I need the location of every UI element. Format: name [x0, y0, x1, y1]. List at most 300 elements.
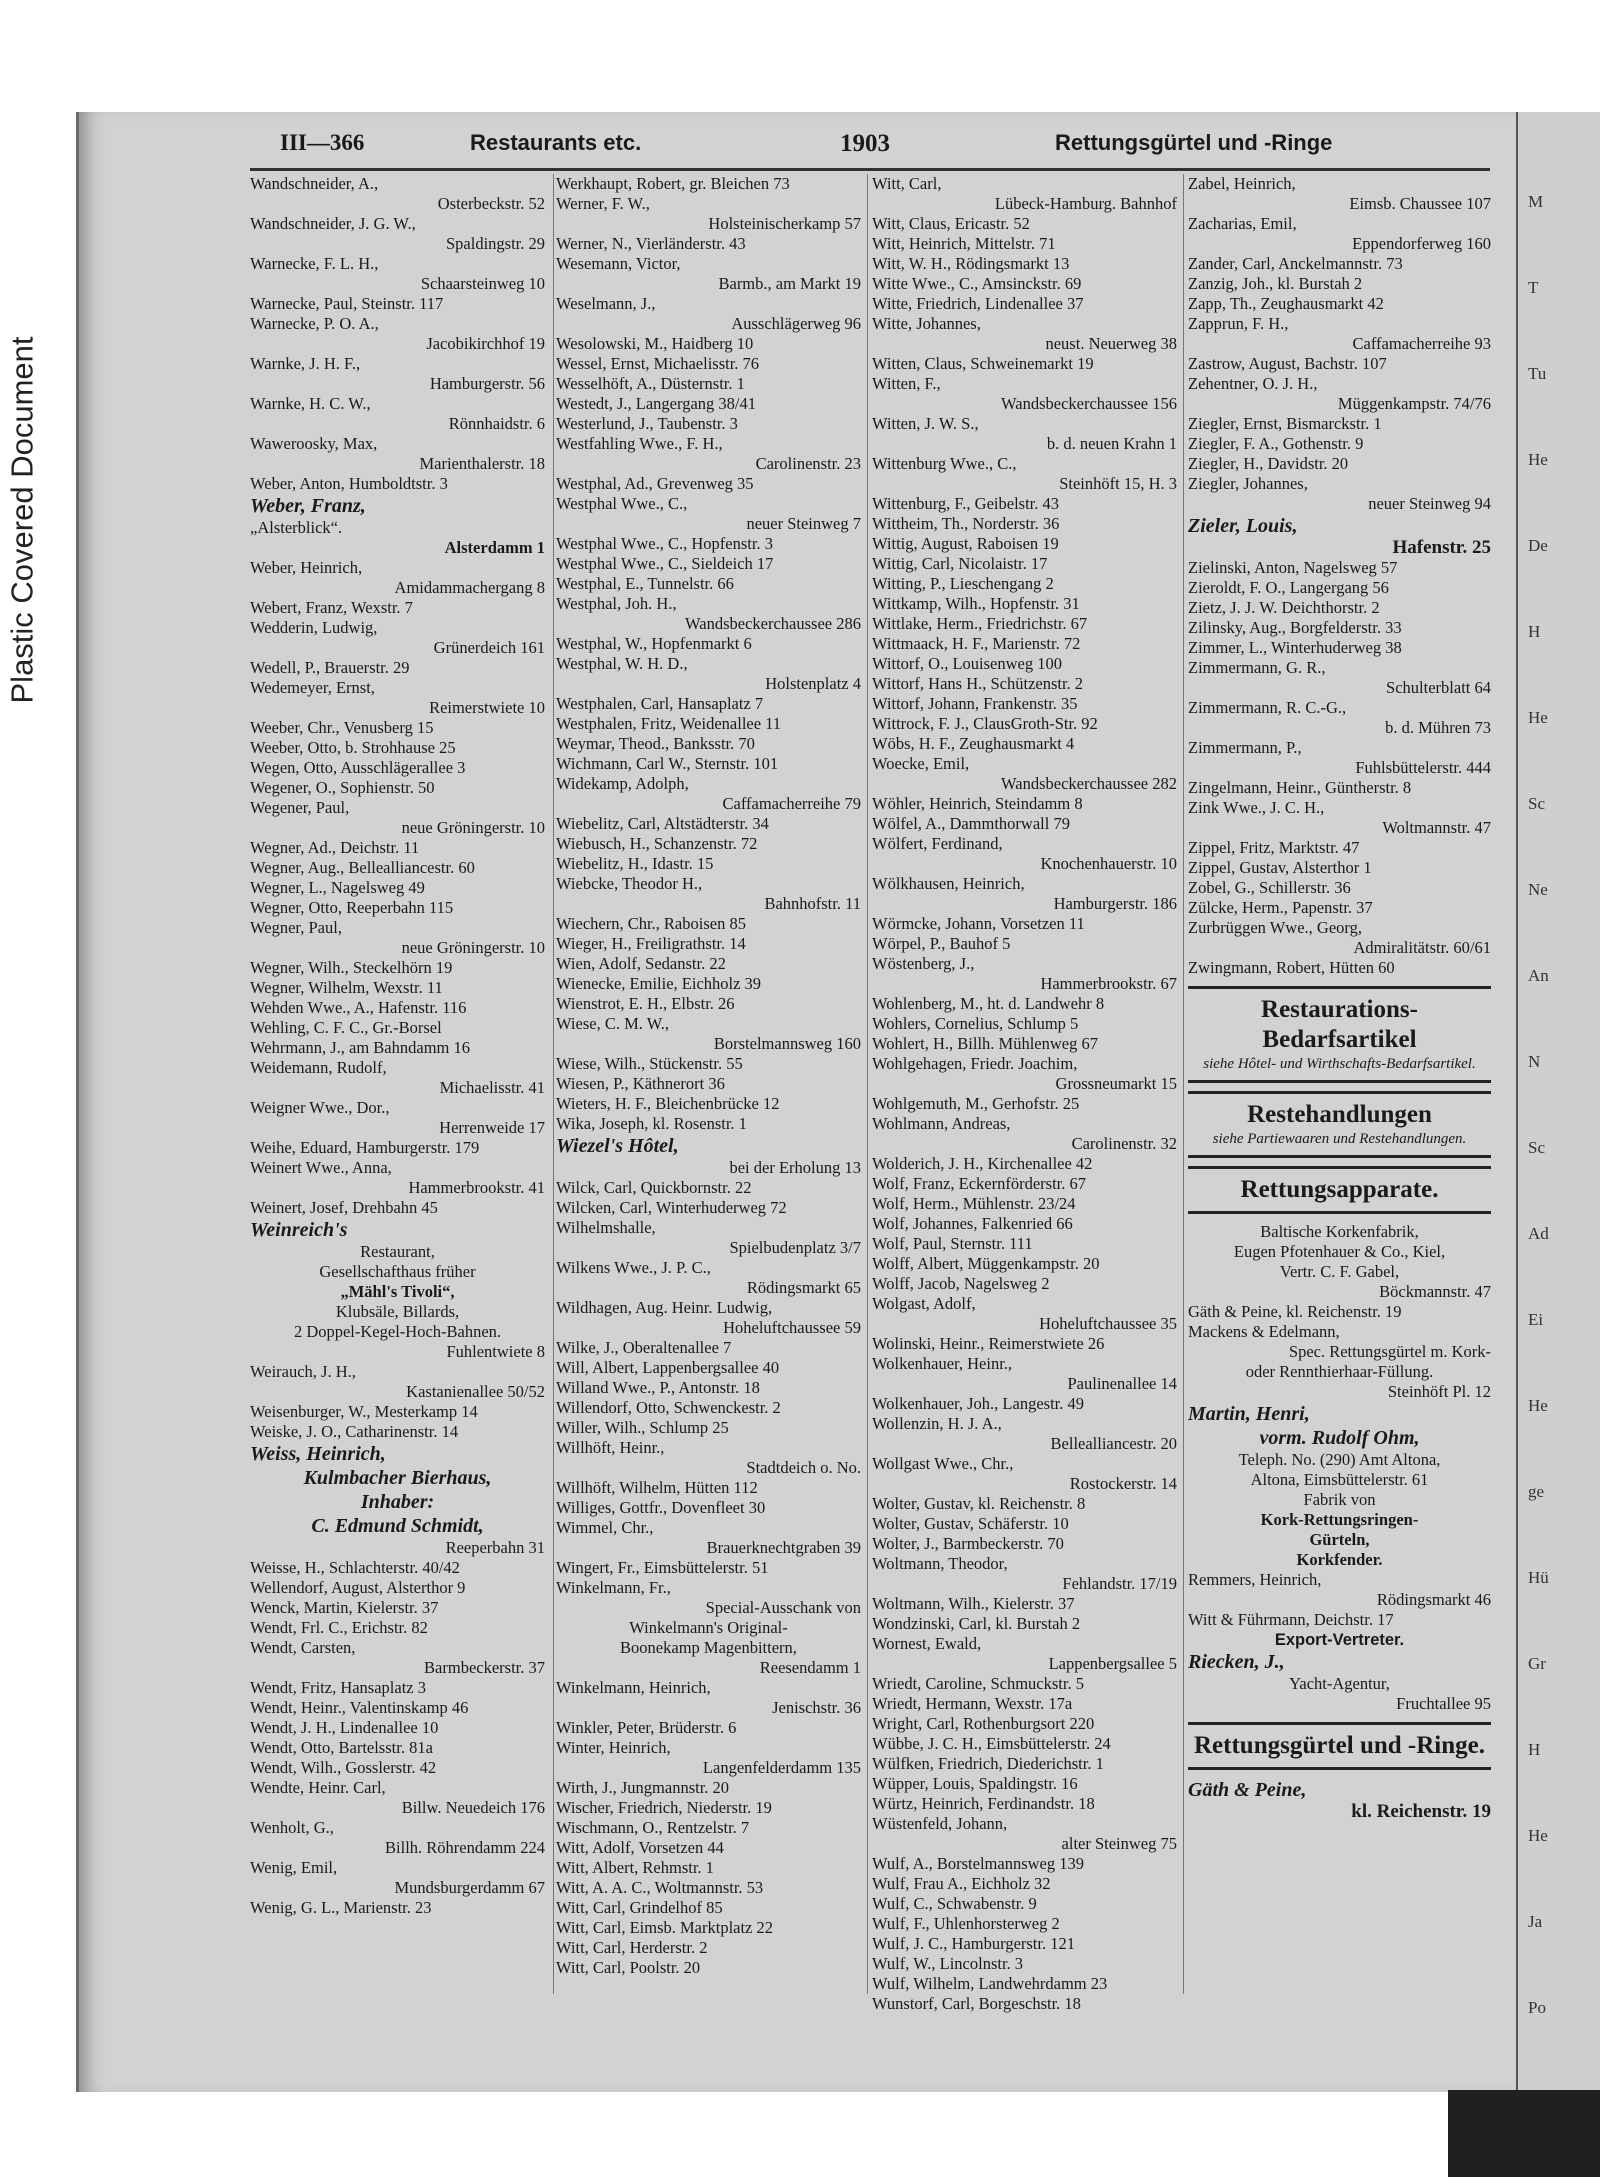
directory-entry — [556, 754, 861, 774]
directory-entry — [1188, 798, 1491, 838]
directory-entry — [250, 598, 545, 618]
entry-name: Weselmann, J., — [556, 294, 656, 313]
directory-entry — [556, 1158, 861, 1178]
entry-name: Wriedt, Hermann, Wexstr. 17a — [872, 1694, 1073, 1713]
right-page-fragment: N — [1528, 1052, 1541, 1071]
directory-entry — [1188, 918, 1491, 958]
entry-name: Westphal, E., Tunnelstr. 66 — [556, 574, 734, 593]
directory-entry — [556, 374, 861, 394]
entry-name: Wittlake, Herm., Friedrichstr. 67 — [872, 614, 1088, 633]
entry-address: Kastanienallee 50/52 — [406, 1382, 545, 1401]
directory-entry — [556, 654, 861, 694]
entry-name: bei der Erholung 13 — [729, 1158, 861, 1177]
entry-address: Wandsbeckerchaussee 286 — [685, 614, 861, 633]
entry-address: alter Steinweg 75 — [1061, 1834, 1177, 1853]
advertisement — [250, 1442, 545, 1558]
directory-entry — [556, 1398, 861, 1418]
entry-name: Wien, Adolf, Sedanstr. 22 — [556, 954, 726, 973]
entry-name: Wandschneider, A., — [250, 174, 379, 193]
entry-address: Bellealliancestr. 20 — [1050, 1434, 1177, 1453]
entry-name: Witten, F., — [872, 374, 941, 393]
entry-name: Westphal Wwe., C., Hopfenstr. 3 — [556, 534, 773, 553]
entry-name: Zobel, G., Schillerstr. 36 — [1188, 878, 1351, 897]
entry-name: Zimmermann, R. C.-G., — [1188, 698, 1347, 717]
directory-entry — [1188, 1802, 1491, 1822]
entry-name: Weinert, Josef, Drehbahn 45 — [250, 1198, 438, 1217]
entry-name: Westerlund, J., Taubenstr. 3 — [556, 414, 738, 433]
directory-entry — [872, 1334, 1177, 1354]
entry-address: Michaelisstr. 41 — [439, 1078, 545, 1097]
directory-entry — [556, 1518, 861, 1558]
entry-name: Weisenburger, W., Mesterkamp 14 — [250, 1402, 478, 1421]
entry-name: oder Rennthierhaar-Füllung. — [1245, 1362, 1434, 1381]
right-page-fragment: Hü — [1528, 1568, 1549, 1587]
directory-entry — [556, 434, 861, 474]
directory-entry — [1188, 1322, 1491, 1362]
entry-name: Wiebelitz, H., Idastr. 15 — [556, 854, 714, 873]
entry-address: Jacobikirchhof 19 — [426, 334, 545, 353]
entry-name: Wendt, Otto, Bartelsstr. 81a — [250, 1738, 433, 1757]
entry-name: Wolkenhauer, Heinr., — [872, 1354, 1013, 1373]
entry-name: Wegner, L., Nagelsweg 49 — [250, 878, 425, 897]
directory-entry — [1188, 1610, 1491, 1630]
entry-name: Weber, Heinrich, — [250, 558, 363, 577]
ad-line: Altona, Eimsbüttelerstr. 61 — [1250, 1470, 1429, 1489]
entry-address: Billh. Röhrendamm 224 — [385, 1838, 545, 1857]
directory-entry — [872, 1214, 1177, 1234]
entry-address: Müggenkampstr. 74/76 — [1337, 394, 1491, 413]
section-heading-box — [1188, 1722, 1491, 1770]
entry-address: Hoheluftchaussee 35 — [1039, 1314, 1177, 1333]
directory-entry — [250, 998, 545, 1018]
directory-entry — [250, 658, 545, 678]
entry-name: Wornest, Ewald, — [872, 1634, 982, 1653]
directory-entry — [1188, 838, 1491, 858]
entry-address: Lappenbergsallee 5 — [1048, 1654, 1177, 1673]
directory-entry — [1188, 878, 1491, 898]
directory-entry — [556, 254, 861, 294]
entry-name: Winkler, Peter, Brüderstr. 6 — [556, 1718, 737, 1737]
entry-name: Wendt, Wilh., Gosslerstr. 42 — [250, 1758, 437, 1777]
entry-address: Schaarsteinweg 10 — [420, 274, 545, 293]
entry-name: Wegener, Paul, — [250, 798, 350, 817]
entry-name: Wiese, C. M. W., — [556, 1014, 670, 1033]
directory-entry — [556, 854, 861, 874]
entry-name: Zurbrüggen Wwe., Georg, — [1188, 918, 1362, 937]
entry-name: Willhöft, Heinr., — [556, 1438, 665, 1457]
entry-address: Eppendorferweg 160 — [1352, 234, 1491, 253]
entry-address: Paulinenallee 14 — [1067, 1374, 1177, 1393]
directory-entry — [872, 1394, 1177, 1414]
entry-name: Wienecke, Emilie, Eichholz 39 — [556, 974, 762, 993]
directory-entry — [872, 234, 1177, 254]
directory-entry — [872, 174, 1177, 214]
directory-entry — [556, 1378, 861, 1398]
directory-entry — [1188, 1570, 1491, 1610]
column-3 — [872, 174, 1177, 2013]
entry-name: Wiesen, P., Käthnerort 36 — [556, 1074, 725, 1093]
entry-name: Wriedt, Caroline, Schmuckstr. 5 — [872, 1674, 1084, 1693]
directory-entry — [872, 414, 1177, 454]
section-heading: Rettungsapparate. — [1240, 1176, 1439, 1203]
ad-line: vorm. Rudolf Ohm, — [1259, 1427, 1420, 1449]
entry-name: Zimmer, L., Winterhuderweg 38 — [1188, 638, 1402, 657]
directory-entry — [872, 1874, 1177, 1894]
entry-name: Wimmel, Chr., — [556, 1518, 654, 1537]
directory-entry — [872, 1994, 1177, 2014]
directory-entry — [872, 294, 1177, 314]
directory-entry — [556, 1358, 861, 1378]
entry-address: Reimerstwiete 10 — [429, 698, 545, 717]
entry-address: Carolinenstr. 32 — [1071, 1134, 1177, 1153]
entry-name: Wolinski, Heinr., Reimerstwiete 26 — [872, 1334, 1105, 1353]
directory-entry — [872, 614, 1177, 634]
entry-name: Zilinsky, Aug., Borgfelderstr. 33 — [1188, 618, 1402, 637]
section-heading-box — [1188, 986, 1491, 1083]
entry-name: Westedt, J., Langergang 38/41 — [556, 394, 756, 413]
entry-name: Zwingmann, Robert, Hütten 60 — [1188, 958, 1395, 977]
entry-name: Vertr. C. F. Gabel, — [1279, 1262, 1400, 1281]
directory-entry — [556, 1778, 861, 1798]
ad-line: Gürteln, — [1309, 1530, 1370, 1549]
entry-name: Wohlers, Cornelius, Schlump 5 — [872, 1014, 1079, 1033]
directory-entry — [872, 374, 1177, 414]
ad-line: Restaurant, — [360, 1242, 435, 1261]
entry-name: Wegner, Otto, Reeperbahn 115 — [250, 898, 454, 917]
directory-entry — [250, 1058, 545, 1098]
directory-entry — [556, 1818, 861, 1838]
entry-name: Witt, Carl, — [872, 174, 942, 193]
entry-name: Reesendamm 1 — [759, 1658, 861, 1677]
directory-entry — [250, 1558, 545, 1578]
entry-name: Wittheim, Th., Norderstr. 36 — [872, 514, 1060, 533]
directory-entry — [872, 1854, 1177, 1874]
entry-name: Wilkens Wwe., J. P. C., — [556, 1258, 711, 1277]
directory-entry — [250, 1678, 545, 1698]
entry-name: Wulf, J. C., Hamburgerstr. 121 — [872, 1934, 1075, 1953]
directory-entry — [872, 694, 1177, 714]
directory-entry — [872, 1174, 1177, 1194]
entry-name: Wollenzin, H. J. A., — [872, 1414, 1002, 1433]
directory-entry — [1188, 1242, 1491, 1262]
directory-entry — [250, 738, 545, 758]
entry-address: neuer Steinweg 94 — [1368, 494, 1491, 513]
directory-entry — [556, 634, 861, 654]
entry-name: Wittenburg, F., Geibelstr. 43 — [872, 494, 1059, 513]
entry-name: Fruchtallee 95 — [1396, 1694, 1491, 1713]
directory-entry — [250, 978, 545, 998]
directory-entry — [556, 1178, 861, 1198]
entry-name: Gäth & Peine, kl. Reichenstr. 19 — [1188, 1302, 1402, 1321]
entry-address: Schulterblatt 64 — [1386, 678, 1491, 697]
directory-entry — [250, 1038, 545, 1058]
entry-name: Wegner, Paul, — [250, 918, 342, 937]
entry-name: Wellendorf, August, Alsterthor 9 — [250, 1578, 466, 1597]
directory-entry — [250, 1758, 545, 1778]
directory-entry — [1188, 414, 1491, 434]
directory-entry — [1188, 174, 1491, 214]
entry-name: Winkelmann, Fr., — [556, 1578, 671, 1597]
entry-name: Wingert, Fr., Eimsbüttelerstr. 51 — [556, 1558, 769, 1577]
entry-address: Lübeck-Hamburg. Bahnhof — [994, 194, 1177, 213]
entry-address: Caffamacherreihe 93 — [1352, 334, 1491, 353]
entry-address: Jenischstr. 36 — [772, 1698, 861, 1717]
entry-name: Wildhagen, Aug. Heinr. Ludwig, — [556, 1298, 773, 1317]
entry-name: Wulf, Wilhelm, Landwehrdamm 23 — [872, 1974, 1108, 1993]
entry-name: Witting, P., Lieschengang 2 — [872, 574, 1054, 593]
section-note: siehe Hôtel- und Wirthschafts-Bedarfsartikel. — [1203, 1056, 1476, 1072]
directory-entry — [250, 838, 545, 858]
directory-entry — [556, 414, 861, 434]
directory-entry — [1188, 354, 1491, 374]
entry-name: Wieger, H., Freiligrathstr. 14 — [556, 934, 746, 953]
entry-name: Wegen, Otto, Ausschlägerallee 3 — [250, 758, 466, 777]
entry-address: Fehlandstr. 17/19 — [1062, 1574, 1177, 1593]
directory-entry — [250, 1198, 545, 1218]
entry-name: Wolderich, J. H., Kirchenallee 42 — [872, 1154, 1093, 1173]
right-page-fragment: Ad — [1528, 1224, 1549, 1243]
section-heading: Restaurations-Bedarfsartikel — [1261, 996, 1418, 1053]
directory-entry — [250, 1778, 545, 1818]
right-page-fragment: De — [1528, 536, 1548, 555]
directory-entry — [250, 778, 545, 798]
entry-name: Wika, Joseph, kl. Rosenstr. 1 — [556, 1114, 747, 1133]
directory-entry — [872, 454, 1177, 494]
directory-entry — [872, 1254, 1177, 1274]
ad-line: Weiss, Heinrich, — [250, 1443, 386, 1465]
directory-entry — [1188, 254, 1491, 274]
directory-entry — [556, 1878, 861, 1898]
ad-line: Gesellschafthaus früher — [319, 1262, 476, 1281]
directory-entry — [1188, 514, 1491, 538]
ad-line: Weinreich's — [250, 1219, 348, 1241]
entry-name: Wischer, Friedrich, Niederstr. 19 — [556, 1798, 772, 1817]
entry-name: kl. Reichenstr. 19 — [1351, 1802, 1491, 1822]
entry-name: Weiske, J. O., Catharinenstr. 14 — [250, 1422, 459, 1441]
entry-name: Wöhler, Heinrich, Steindamm 8 — [872, 794, 1083, 813]
entry-name: Wegner, Wilhelm, Wexstr. 11 — [250, 978, 443, 997]
entry-name: Steinhöft Pl. 12 — [1387, 1382, 1491, 1401]
entry-name: Wilhelmshalle, — [556, 1218, 656, 1237]
entry-address: Eimsb. Chaussee 107 — [1349, 194, 1491, 213]
directory-entry — [556, 1578, 861, 1618]
directory-entry — [556, 1718, 861, 1738]
entry-name: Warnecke, F. L. H., — [250, 254, 379, 273]
directory-entry — [250, 494, 545, 518]
entry-name: Williges, Gottfr., Dovenfleet 30 — [556, 1498, 766, 1517]
directory-entry — [1188, 434, 1491, 454]
right-page-fragment: He — [1528, 1826, 1548, 1845]
entry-name: Witt, Carl, Poolstr. 20 — [556, 1958, 701, 1977]
entry-name: Werner, N., Vierländerstr. 43 — [556, 234, 746, 253]
entry-name: Westphal, Ad., Grevenweg 35 — [556, 474, 754, 493]
directory-entry — [250, 1858, 545, 1898]
entry-name: Wiechern, Chr., Raboisen 85 — [556, 914, 746, 933]
directory-entry — [872, 494, 1177, 514]
entry-name: Zimmermann, G. R., — [1188, 658, 1326, 677]
entry-name: Westphal, W. H. D., — [556, 654, 688, 673]
directory-entry — [250, 474, 545, 494]
entry-name: Wirth, J., Jungmannstr. 20 — [556, 1778, 730, 1797]
directory-entry — [556, 234, 861, 254]
directory-entry — [556, 334, 861, 354]
entry-address: Hoheluftchaussee 59 — [723, 1318, 861, 1337]
entry-name: Yacht-Agentur, — [1289, 1674, 1390, 1693]
entry-address: Amidammachergang 8 — [394, 578, 545, 597]
entry-name: Wilcken, Carl, Winterhuderweg 72 — [556, 1198, 787, 1217]
directory-entry — [872, 714, 1177, 734]
section-note: siehe Partiewaaren und Restehandlungen. — [1212, 1131, 1467, 1147]
entry-name: Zabel, Heinrich, — [1188, 174, 1296, 193]
ad-line: Fuhlentwiete 8 — [446, 1342, 545, 1361]
directory-entry — [556, 934, 861, 954]
right-page-fragment: Gr — [1528, 1654, 1546, 1673]
entry-name: Westphal, Joh. H., — [556, 594, 677, 613]
directory-entry — [250, 1098, 545, 1138]
entry-name: Zapprun, F. H., — [1188, 314, 1289, 333]
entry-name: Wülfken, Friedrich, Diederichstr. 1 — [872, 1754, 1104, 1773]
entry-name: Zülcke, Herm., Papenstr. 37 — [1188, 898, 1373, 917]
entry-address: b. d. Mühren 73 — [1385, 718, 1491, 737]
entry-name: Zieler, Louis, — [1188, 515, 1298, 537]
entry-name: Witt, Claus, Ericastr. 52 — [872, 214, 1030, 233]
directory-entry — [556, 174, 861, 194]
entry-name: Wulf, F., Uhlenhorsterweg 2 — [872, 1914, 1060, 1933]
entry-name: Wolf, Paul, Sternstr. 111 — [872, 1234, 1033, 1253]
entry-name: Wohlgemuth, M., Gerhofstr. 25 — [872, 1094, 1080, 1113]
entry-name: Witte, Friedrich, Lindenallee 37 — [872, 294, 1084, 313]
entry-name: Witte, Johannes, — [872, 314, 981, 333]
entry-name: Widekamp, Adolph, — [556, 774, 689, 793]
entry-name: Weber, Anton, Humboldtstr. 3 — [250, 474, 448, 493]
column-1 — [250, 174, 545, 1994]
directory-entry — [872, 1154, 1177, 1174]
directory-entry — [1188, 778, 1491, 798]
entry-address: Spec. Rettungsgürtel m. Kork- — [1288, 1342, 1491, 1361]
directory-entry — [556, 1898, 861, 1918]
directory-entry — [872, 1114, 1177, 1154]
entry-address: Hammerbrookstr. 67 — [1040, 974, 1177, 993]
directory-entry — [250, 294, 545, 314]
entry-address: Brauerknechtgraben 39 — [706, 1538, 861, 1557]
directory-entry — [250, 518, 545, 558]
directory-entry — [872, 1534, 1177, 1554]
directory-entry — [1188, 454, 1491, 474]
entry-name: Ziegler, Ernst, Bismarckstr. 1 — [1188, 414, 1382, 433]
entry-address: Caffamacherreihe 79 — [722, 794, 861, 813]
directory-entry — [872, 814, 1177, 834]
directory-entry — [1188, 598, 1491, 618]
entry-name: Wiebelitz, Carl, Altstädterstr. 34 — [556, 814, 769, 833]
right-page-fragment: He — [1528, 708, 1548, 727]
entry-name: Zingelmann, Heinr., Güntherstr. 8 — [1188, 778, 1412, 797]
entry-name: Witt, Heinrich, Mittelstr. 71 — [872, 234, 1056, 253]
right-page-strip — [1516, 112, 1600, 2092]
entry-name: Boonekamp Magenbittern, — [620, 1638, 797, 1657]
entry-address: Alsterdamm 1 — [444, 538, 545, 557]
entry-name: Weidemann, Rudolf, — [250, 1058, 387, 1077]
directory-entry — [872, 534, 1177, 554]
entry-address: Langenfelderdamm 135 — [702, 1758, 861, 1777]
entry-address: Special-Ausschank von — [705, 1598, 861, 1617]
directory-entry — [250, 718, 545, 738]
entry-name: Witten, Claus, Schweinemarkt 19 — [872, 354, 1094, 373]
entry-name: Mackens & Edelmann, — [1188, 1322, 1340, 1341]
directory-entry — [872, 954, 1177, 994]
directory-entry — [872, 674, 1177, 694]
directory-entry — [872, 1274, 1177, 1294]
ad-line: Kulmbacher Bierhaus, — [303, 1467, 492, 1489]
directory-entry — [250, 434, 545, 474]
directory-entry — [1188, 474, 1491, 514]
directory-entry — [250, 394, 545, 434]
directory-entry — [556, 1218, 861, 1258]
entry-address: Admiralitätstr. 60/61 — [1353, 938, 1491, 957]
section-heading-box — [1188, 1091, 1491, 1158]
directory-entry — [556, 1798, 861, 1818]
ad-line: C. Edmund Schmidt, — [311, 1515, 484, 1537]
directory-entry — [556, 1114, 861, 1134]
directory-entry — [872, 1814, 1177, 1854]
directory-entry — [556, 474, 861, 494]
entry-name: Ziegler, F. A., Gothenstr. 9 — [1188, 434, 1364, 453]
entry-name: Wenholt, G., — [250, 1818, 334, 1837]
right-page-fragment: Ja — [1528, 1912, 1543, 1931]
directory-entry — [556, 874, 861, 914]
directory-entry — [250, 878, 545, 898]
directory-entry — [872, 1894, 1177, 1914]
entry-name: Zietz, J. J. W. Deichthorstr. 2 — [1188, 598, 1380, 617]
entry-name: Wendt, Heinr., Valentinskamp 46 — [250, 1698, 469, 1717]
directory-entry — [556, 914, 861, 934]
entry-name: Winkelmann's Original- — [629, 1618, 788, 1637]
entry-name: Wolf, Johannes, Falkenried 66 — [872, 1214, 1073, 1233]
entry-name: Zander, Carl, Anckelmannstr. 73 — [1188, 254, 1403, 273]
entry-name: Wegener, O., Sophienstr. 50 — [250, 778, 435, 797]
directory-entry — [250, 174, 545, 214]
directory-entry — [250, 1158, 545, 1198]
entry-name: Baltische Korkenfabrik, — [1260, 1222, 1419, 1241]
entry-name: Wiebcke, Theodor H., — [556, 874, 703, 893]
entry-name: Wenig, Emil, — [250, 1858, 338, 1877]
entry-address: Wandsbeckerchaussee 282 — [1001, 774, 1177, 793]
directory-entry — [250, 1818, 545, 1858]
entry-name: Eugen Pfotenhauer & Co., Kiel, — [1233, 1242, 1446, 1261]
entry-name: Wendte, Heinr. Carl, — [250, 1778, 386, 1797]
entry-name: Waweroosky, Max, — [250, 434, 378, 453]
ad-line: Reeperbahn 31 — [445, 1538, 545, 1557]
ad-line: Fabrik von — [1303, 1490, 1376, 1509]
entry-name: Zacharias, Emil, — [1188, 214, 1297, 233]
directory-entry — [1188, 1694, 1491, 1714]
entry-name: Wübbe, J. C. H., Eimsbüttelerstr. 24 — [872, 1734, 1111, 1753]
directory-entry — [556, 594, 861, 634]
directory-entry — [556, 1338, 861, 1358]
directory-entry — [556, 834, 861, 854]
entry-name: Westfahling Wwe., F. H., — [556, 434, 723, 453]
directory-entry — [1188, 1650, 1491, 1674]
directory-entry — [1188, 898, 1491, 918]
directory-entry — [872, 1714, 1177, 1734]
entry-address: Knochenhauerstr. 10 — [1040, 854, 1177, 873]
entry-name: Ziegler, Johannes, — [1188, 474, 1308, 493]
entry-address: Grossneumarkt 15 — [1055, 1074, 1177, 1093]
entry-name: Wörmcke, Johann, Vorsetzen 11 — [872, 914, 1085, 933]
directory-entry — [1188, 958, 1491, 978]
entry-name: Wölfel, A., Dammthorwall 79 — [872, 814, 1070, 833]
directory-entry — [556, 734, 861, 754]
entry-name: Witt, Carl, Herderstr. 2 — [556, 1938, 708, 1957]
